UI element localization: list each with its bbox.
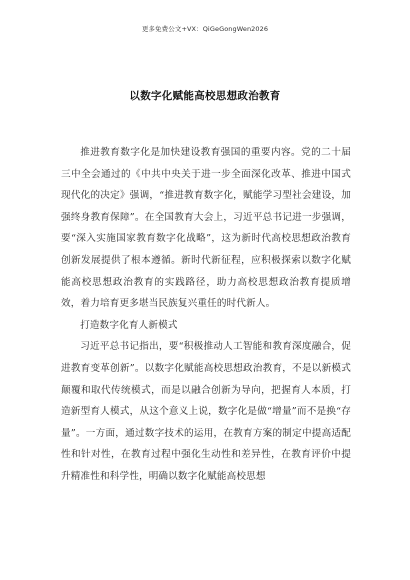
document-body	[61, 142, 351, 488]
section-heading: 打造数字化育人新模式	[80, 319, 178, 331]
page-title: 以数字化赋能高校思想政治教育	[129, 90, 281, 102]
body-paragraph-2: 习近平总书记指出，要“积极推动人工智能和教育深度融合，促进教育变革创新”。以数字化赋能高校思想政治教育，不是以新模式颠覆和取代传统模式，而是以融合创新为导向，把握育人本质，打造新型育人模式，从这个意义上说，数字化是做“增量”而不是换“存量”。一方面，通过数字技术的运用，在教育方案的制定中提高适配性和针对性，在教育过程中强化生动性和差异性，在教育评价中提升精准性和科学性，明确以数字化赋能高校思想	[61, 341, 351, 482]
body-paragraph-1: 推进教育数字化是加快建设教育强国的重要内容。党的二十届三中全会通过的《中共中央关于进一步全面深化改革、推进中国式现代化的决定》强调，“推进教育数字化，赋能学习型社会建设，加强终身教育保障”。在全国教育大会上，习近平总书记进一步强调，要“深入实施国家教育数字化战略”，这为新时代高校思想政治教育创新发展提供了根本遵循。新时代新征程，应积极探索以数字化赋能高校思想政治教育的实践路径，助力高校思想政治教育提质增效，着力培育更多堪当民族复兴重任的时代新人。	[61, 147, 351, 310]
header-note: 更多免费公文+VX：QiGeGongWen2026	[141, 25, 269, 33]
